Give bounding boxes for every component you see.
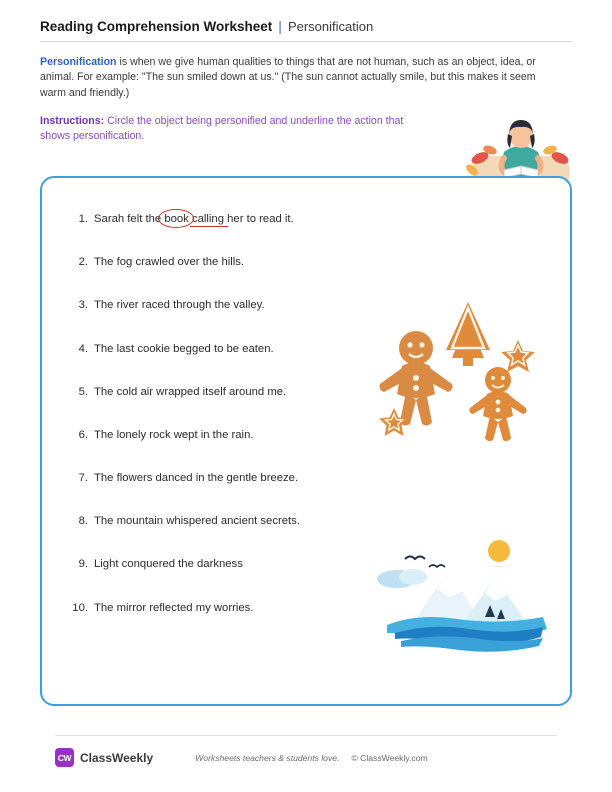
question-text[interactable]: Light conquered the darkness <box>94 558 243 571</box>
definition-text: is when we give human qualities to things that are not human, such as an object, idea, or animal. For example: "The sun smiled down at us." (The sun cannot actually smile, but this makes it seem warm and friendly.) <box>40 56 536 99</box>
gingerbread-cookies-icon <box>372 288 552 448</box>
question-number: 4. <box>78 342 88 355</box>
footer <box>55 748 557 767</box>
question-number: 3. <box>78 299 88 312</box>
question-number: 8. <box>78 515 88 528</box>
question-text[interactable]: The mountain whispered ancient secrets. <box>94 515 300 528</box>
instructions-paragraph <box>40 114 430 145</box>
question-text[interactable]: The river raced through the valley. <box>94 299 265 312</box>
question-number: 5. <box>78 385 88 398</box>
question-text[interactable]: The fog crawled over the hills. <box>94 256 245 269</box>
instructions-label: Instructions: <box>40 115 105 128</box>
title-main: Reading Comprehension Worksheet <box>40 19 273 34</box>
page-title <box>40 0 572 34</box>
list-item <box>68 255 368 270</box>
mountain-landscape-icon <box>377 533 552 653</box>
definition-term: Personification <box>40 56 117 68</box>
list-item <box>68 514 368 529</box>
footer-tagline: Worksheets teachers & students love. <box>195 752 340 763</box>
list-item <box>68 298 368 313</box>
header-divider <box>40 41 572 42</box>
question-number: 9. <box>78 558 88 571</box>
question-text[interactable]: The flowers danced in the gentle breeze. <box>94 472 299 485</box>
question-number: 6. <box>78 428 88 441</box>
question-text[interactable]: The last cookie begged to be eaten. <box>94 342 274 355</box>
list-item <box>68 212 368 227</box>
footer-copyright: © ClassWeekly.com <box>351 752 428 763</box>
question-text[interactable] <box>94 212 294 227</box>
list-item <box>68 342 368 357</box>
question-number: 10. <box>72 601 88 614</box>
list-item <box>68 557 368 572</box>
question-sentence: Sarah felt the book calling her to read it. <box>94 213 294 225</box>
underline-annotation <box>190 226 228 227</box>
list-item <box>68 471 368 486</box>
question-text[interactable]: The lonely rock wept in the rain. <box>94 428 254 441</box>
definition-paragraph <box>40 55 548 101</box>
question-number: 2. <box>78 256 88 269</box>
question-text[interactable]: The mirror reflected my worries. <box>94 601 254 614</box>
questions-card <box>40 176 572 706</box>
question-text[interactable]: The cold air wrapped itself around me. <box>94 385 287 398</box>
logo-name: ClassWeekly <box>80 750 154 765</box>
title-subtitle: Personification <box>287 19 374 34</box>
logo-icon: CW <box>55 748 74 767</box>
instructions-text: Circle the object being personified and underline the action that shows personification. <box>40 115 404 143</box>
question-number: 1. <box>78 213 88 225</box>
list-item <box>68 385 368 400</box>
list-item <box>68 428 368 443</box>
footer-divider <box>55 735 557 736</box>
questions-list <box>68 212 368 644</box>
question-number: 7. <box>78 472 88 485</box>
list-item <box>68 601 368 616</box>
title-separator: | <box>278 18 282 34</box>
